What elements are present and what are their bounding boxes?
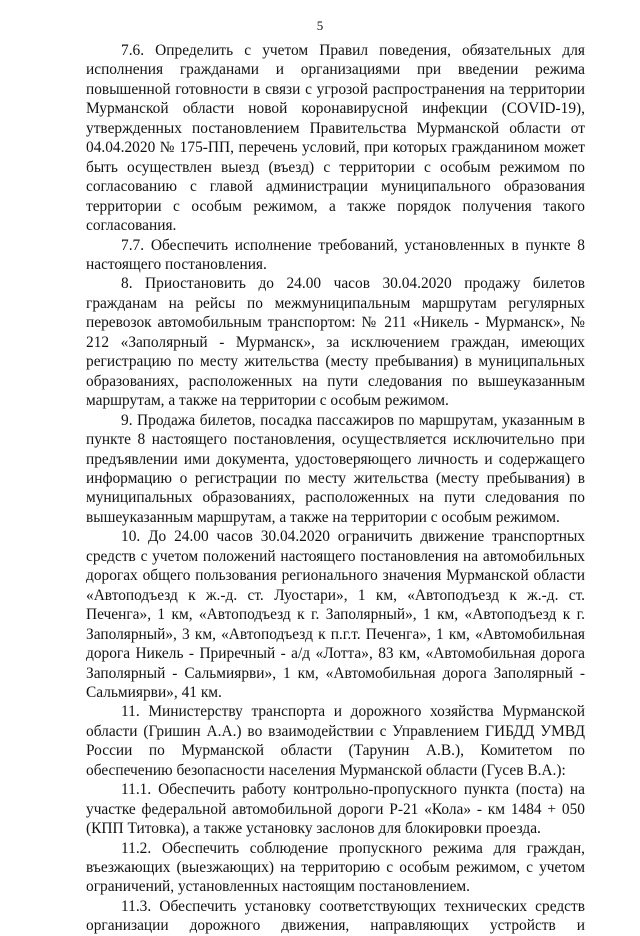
paragraph-7-6: 7.6. Определить с учетом Правил поведения, обязательных для исполнения гражданами и организациями при введении режима повышенной готовности в связи с угрозой распространения на территории Мурманской области новой коронавирусной инфекции (COVID-19), утвержденных постановлением Правительства Мурманской области от 04.04.2020 № 175-ПП, перечень условий, при которых гражданином может быть осуществлен выезд (въезд) с территории с особым режимом по согласованию с главой администрации муниципального образования территории с особым режимом, а также порядок получения такого согласования. <box>86 42 585 235</box>
paragraph-11: 11. Министерству транспорта и дорожного хозяйства Мурманской области (Гришин А.А.) во взаимодействии с Управлением ГИБДД УМВД России по Мурманской области (Тарунин А.В.), Комитетом по обеспечению безопасности населения Мурманской области (Гусев В.А.): <box>86 703 585 779</box>
paragraph-10: 10. До 24.00 часов 30.04.2020 ограничить движение транспортных средств с учетом положений настоящего постановления на автомобильных дорогах общего пользования регионального значения Мурманской области «Автоподъезд к ж.-д. ст. Луостари», 1 км, «Автоподъезд к ж.-д. ст. Печенга», 1 км, «Автоподъезд к г. Заполярный», 1 км, «Автоподъезд к г. Заполярный», 3 км, «Автоподъезд к п.г.т. Печенга», 1 км, «Автомобильная дорога Никель - Приречный - а/д «Лотта», 83 км, «Автомобильная дорога Заполярный - Сальмиярви», 1 км, «Автомобильная дорога Заполярный - Сальмиярви», 41 км. <box>86 528 585 701</box>
paragraph-11-2: 11.2. Обеспечить соблюдение пропускного режима для граждан, въезжающих (выезжающих) на территорию с особым режимом, с учетом ограничений, установленных настоящим постановлением. <box>86 839 585 896</box>
page-number: 5 <box>316 18 324 33</box>
paragraph-8: 8. Приостановить до 24.00 часов 30.04.2020 продажу билетов гражданам на рейсы по межмуниципальным маршрутам регулярных перевозок автомобильным транспортом: № 211 «Никель - Мурманск», № 212 «Заполярный - Мурманск», за исключением граждан, имеющих регистрацию по месту жительства (месту пребывания) в муниципальных образованиях, расположенных на пути следования по вышеуказанным маршрутам, а также на территории с особым режимом. <box>86 275 585 410</box>
paragraph-9: 9. Продажа билетов, посадка пассажиров по маршрутам, указанным в пункте 8 настоящего постановления, осуществляется исключительно при предъявлении ими документа, удостоверяющего личность и содержащего информацию о регистрации по месту жительства (месту пребывания) в муниципальных образованиях, расположенных на пути следования по вышеуказанным маршрутам, а также на территории с особым режимом. <box>86 411 585 526</box>
paragraph-11-3: 11.3. Обеспечить установку соответствующих технических средств организации дорожного движения, направляющих устройств и <box>86 897 585 935</box>
paragraph-11-1: 11.1. Обеспечить работу контрольно-пропускного пункта (поста) на участке федеральной автомобильной дороги Р-21 «Кола» - км 1484 + 050 (КПП Титовка), а также установку заслонов для блокировки проезда. <box>86 781 585 838</box>
paragraph-7-7: 7.7. Обеспечить исполнение требований, установленных в пункте 8 настоящего постановления. <box>86 236 585 273</box>
document-body <box>86 41 585 936</box>
